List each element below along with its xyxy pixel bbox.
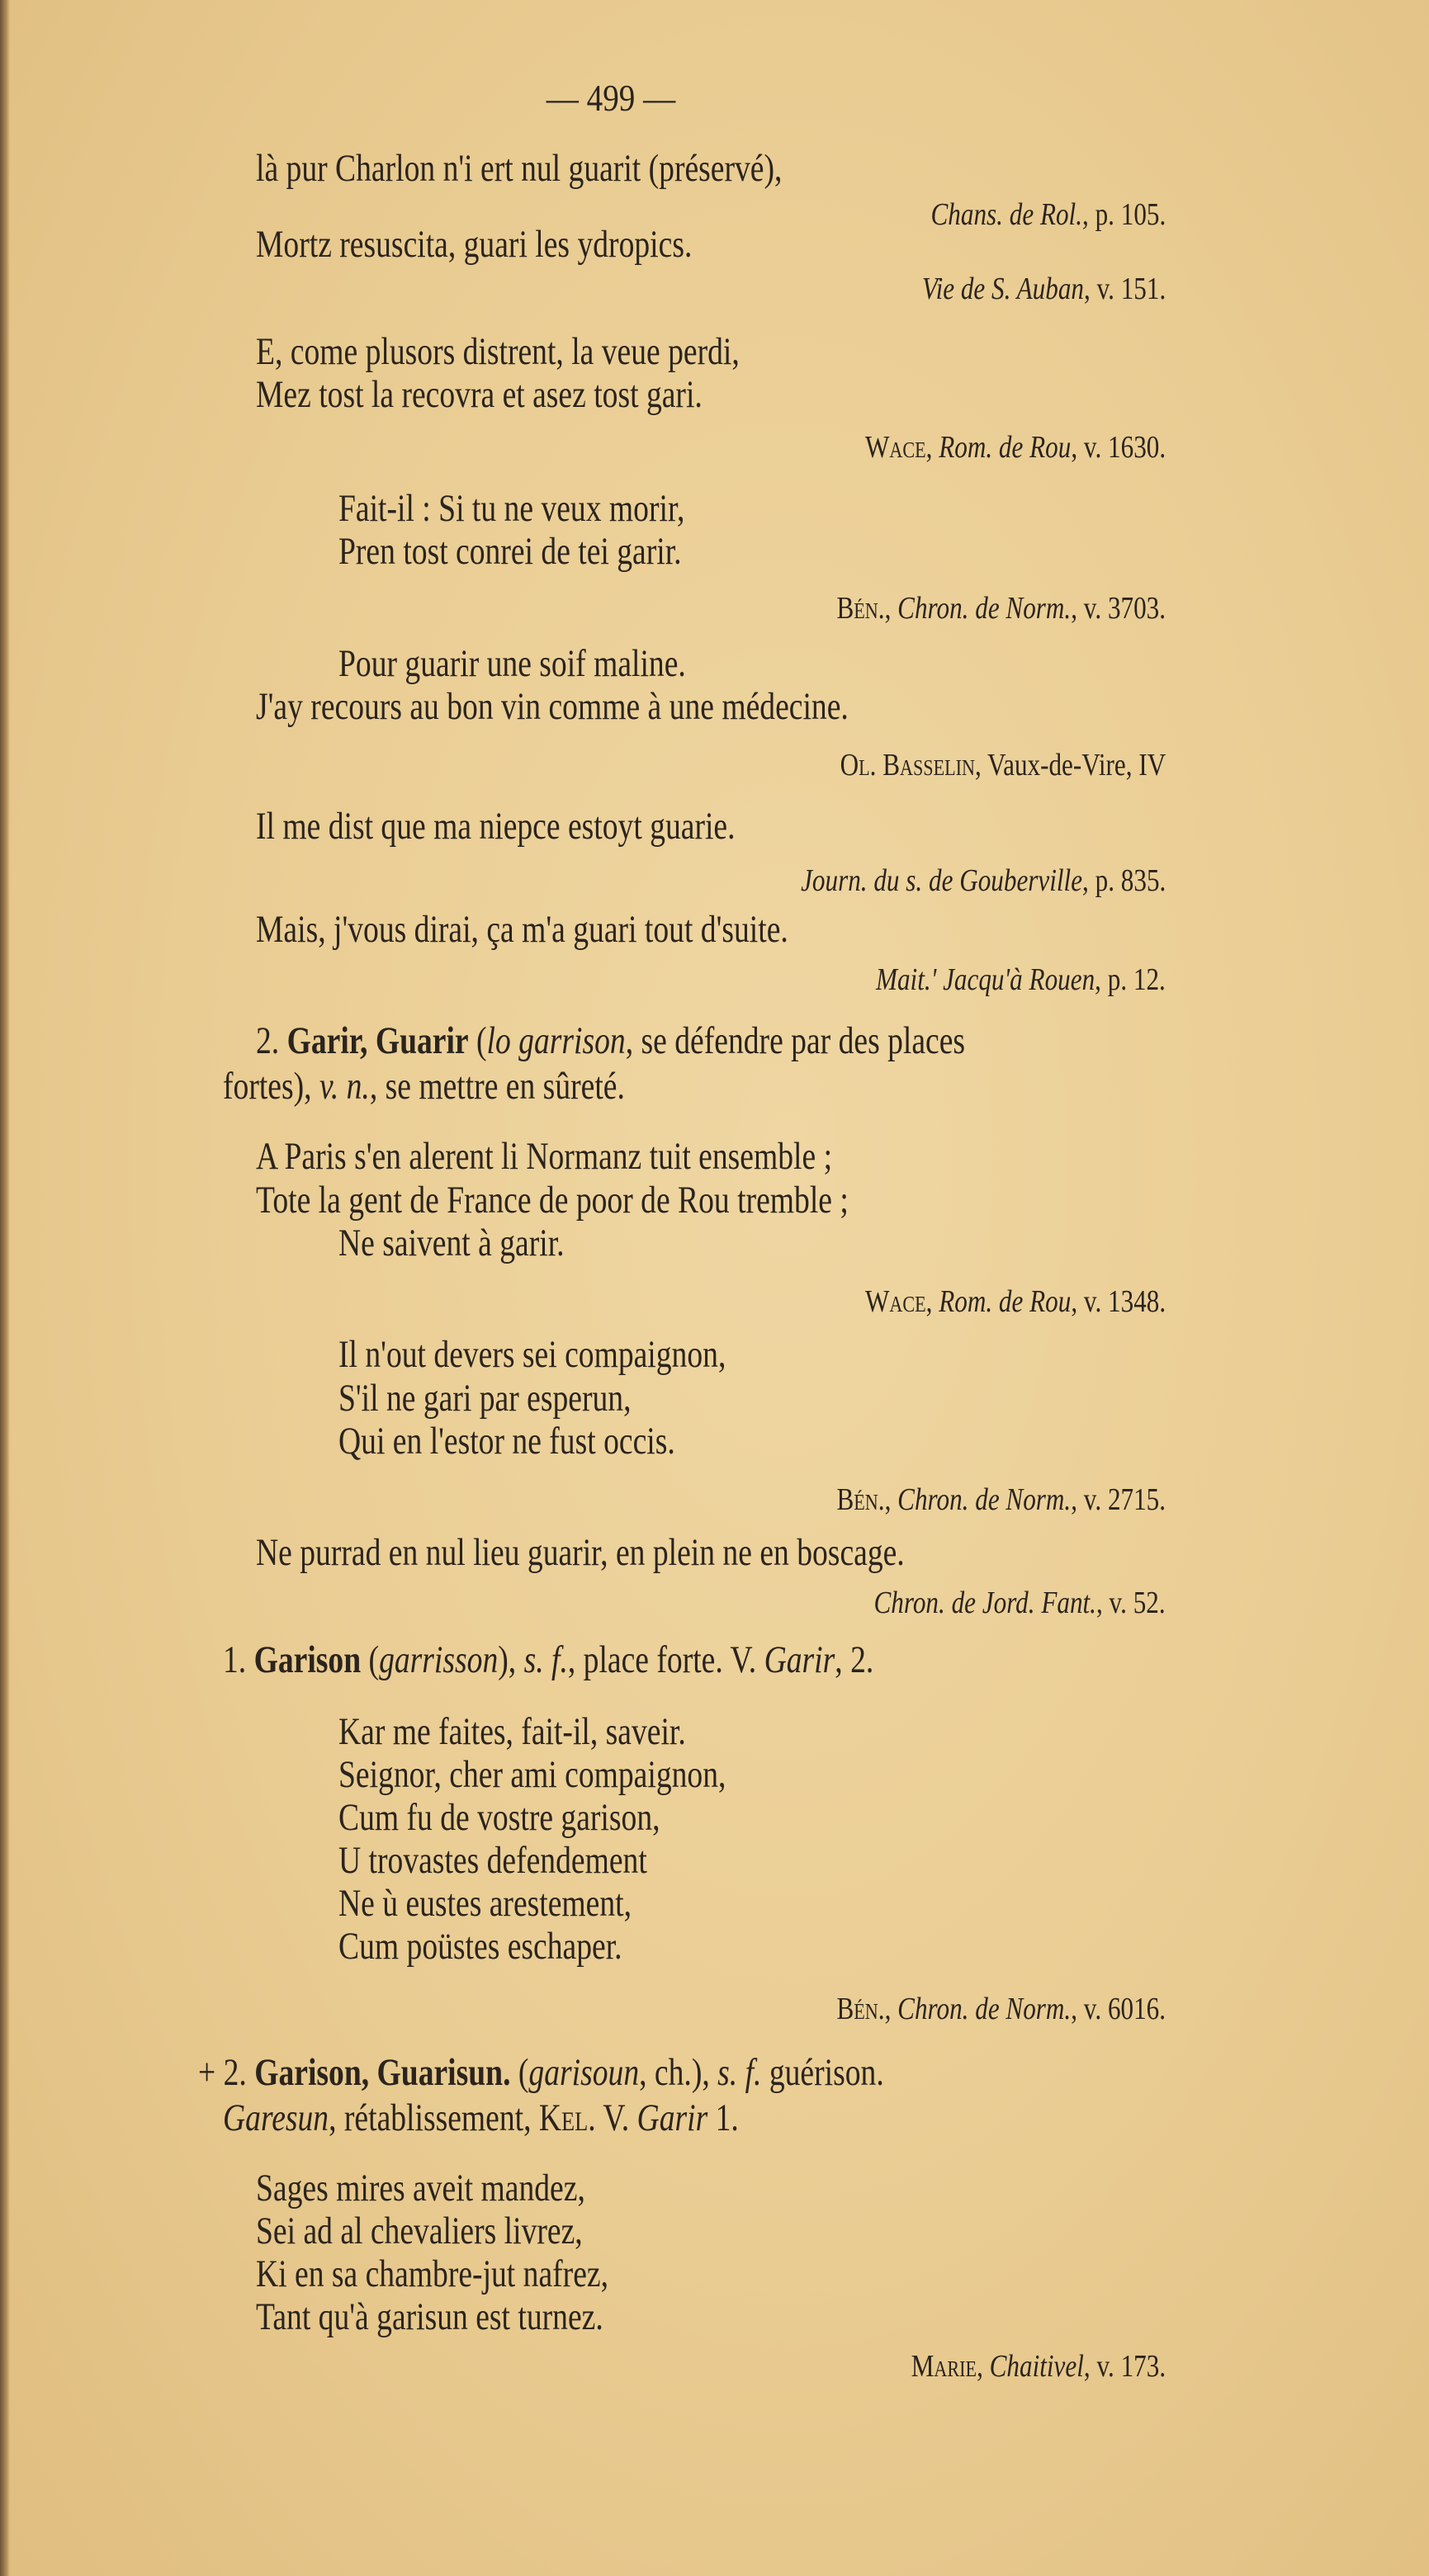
text-segment: Pour guarir une soif maline. — [338, 642, 686, 685]
text-segment: , se défendre par des places — [625, 1019, 966, 1062]
text-line — [338, 1710, 686, 1753]
text-segment: J'ay recours au bon vin comme à une médecine. — [256, 685, 849, 728]
text-segment: Cum fu de vostre garison, — [338, 1796, 660, 1839]
text-segment: Tant qu'à garisun est turnez. — [256, 2295, 603, 2338]
text-segment: , p. 105. — [1081, 197, 1166, 232]
text-line — [256, 2295, 603, 2338]
text-segment: Fait-il : Si tu ne veux morir, — [338, 487, 685, 530]
text-segment: Ki en sa chambre-jut nafrez, — [256, 2252, 608, 2295]
text-segment: Tote la gent de France de poor de Rou tremble ; — [256, 1179, 849, 1222]
text-line — [256, 1135, 832, 1178]
text-segment: guérison. — [761, 2051, 884, 2094]
text-segment: , — [925, 1284, 939, 1319]
citation-line — [836, 1991, 1166, 2027]
text-line — [338, 1753, 726, 1796]
italic-text: s. f. — [717, 2051, 762, 2094]
italic-text: Chans. de Rol. — [930, 197, 1082, 232]
text-line — [256, 373, 703, 416]
text-segment: E, come plusors distrent, la veue perdi, — [256, 330, 740, 373]
text-segment: là pur Charlon n'i ert nul guarit (préservé), — [256, 147, 783, 190]
text-line — [256, 908, 788, 951]
text-line — [223, 1638, 873, 1681]
text-segment: ( — [468, 1019, 487, 1062]
italic-text: Chron. de Norm. — [897, 1992, 1072, 2026]
text-segment: , — [976, 2349, 990, 2384]
text-segment: , v. 1630. — [1071, 430, 1166, 465]
text-segment: , v. 173. — [1083, 2349, 1166, 2384]
text-line — [338, 530, 682, 573]
text-segment: , se mettre en sûreté. — [369, 1065, 625, 1108]
text-line — [198, 2051, 884, 2094]
text-segment: , v. 6016. — [1071, 1992, 1166, 2026]
italic-text: Rom. de Rou — [939, 430, 1072, 465]
text-segment: A Paris s'en alerent li Normanz tuit ensemble ; — [256, 1135, 833, 1178]
text-line — [256, 147, 782, 190]
page-number: — 499 — — [546, 77, 676, 119]
text-line — [338, 1377, 631, 1420]
text-segment: Ne saivent à garir. — [338, 1222, 565, 1264]
text-line — [338, 487, 684, 530]
italic-text: garrisson — [379, 1638, 499, 1681]
text-line — [256, 1531, 905, 1574]
text-line — [256, 805, 736, 848]
page-binding-edge — [0, 0, 10, 2576]
italic-text: Garesun — [223, 2096, 329, 2139]
text-segment: , 2. — [835, 1638, 874, 1681]
text-segment: Mortz resuscita, guari les ydropics. — [256, 223, 693, 266]
text-segment: V. — [595, 2096, 637, 2139]
text-line — [256, 1019, 965, 1062]
text-segment: + 2. — [198, 2051, 255, 2094]
text-segment: Il me dist que ma niepce estoyt guarie. — [256, 805, 736, 848]
text-line — [223, 2096, 739, 2139]
text-segment: , — [884, 591, 898, 626]
headword: Garison — [253, 1638, 362, 1681]
text-line — [338, 642, 686, 685]
citation-line — [911, 2348, 1166, 2385]
text-segment: Sei ad al chevaliers livrez, — [256, 2210, 583, 2252]
text-segment: , v. 1348. — [1071, 1284, 1166, 1319]
text-segment: , rétablissement, — [329, 2096, 539, 2139]
text-line — [338, 1333, 726, 1376]
italic-text: lo garrison — [486, 1019, 626, 1062]
text-segment: , v. 151. — [1083, 272, 1166, 306]
italic-text: Chaitivel — [989, 2349, 1084, 2384]
italic-text: Chron. de Jord. Fant. — [873, 1586, 1097, 1620]
italic-text: garisoun — [528, 2051, 640, 2094]
text-segment: , Vaux-de-Vire, IV — [974, 748, 1166, 782]
text-line — [256, 685, 849, 728]
text-line — [338, 1925, 622, 1968]
text-segment: fortes), — [223, 1065, 319, 1108]
text-segment: U trovastes defendement — [338, 1839, 647, 1882]
text-segment: Ne ù eustes arestement, — [338, 1882, 632, 1925]
italic-text: Journ. du s. de Gouberville — [800, 863, 1082, 898]
italic-text: Rom. de Rou — [939, 1284, 1072, 1319]
text-segment: , p. 835. — [1081, 863, 1166, 898]
author-name: Bén. — [836, 1992, 885, 2026]
italic-text: s. f. — [523, 1638, 568, 1681]
text-segment: ( — [361, 1638, 380, 1681]
text-segment: 1. — [707, 2096, 739, 2139]
headword: Garison, Guarisun. — [254, 2051, 511, 2094]
citation-line — [801, 863, 1166, 899]
author-name: Bén. — [836, 1482, 885, 1517]
text-line — [338, 1796, 660, 1839]
citation-line — [840, 747, 1166, 783]
italic-text: Mait.' Jacqu'à Rouen — [876, 962, 1095, 997]
text-segment: 2. — [256, 1019, 287, 1062]
text-line — [338, 1420, 675, 1463]
text-line — [256, 2210, 583, 2252]
text-line — [338, 1222, 565, 1264]
author-name: Kel. — [538, 2096, 596, 2139]
citation-line — [865, 429, 1166, 466]
italic-text: Vie de S. Auban — [921, 272, 1084, 306]
author-name: Marie — [911, 2349, 977, 2384]
text-segment: Pren tost conrei de tei garir. — [338, 530, 682, 573]
text-segment: ( — [510, 2051, 529, 2094]
text-segment: Seignor, cher ami compaignon, — [338, 1753, 726, 1796]
text-line — [338, 1839, 647, 1882]
text-line — [256, 223, 692, 266]
italic-text: Garir — [764, 1638, 835, 1681]
citation-line — [876, 962, 1166, 998]
text-segment: Mez tost la recovra et asez tost gari. — [256, 373, 703, 416]
text-segment: , v. 3703. — [1071, 591, 1166, 626]
citation-line — [836, 1482, 1166, 1518]
citation-line — [922, 271, 1166, 307]
text-segment: ), — [498, 1638, 524, 1681]
italic-text: Chron. de Norm. — [897, 591, 1072, 626]
text-segment: 1. — [223, 1638, 254, 1681]
author-name: Bén. — [836, 591, 885, 626]
text-segment: , v. 52. — [1096, 1586, 1166, 1620]
author-name: Wace — [864, 1284, 926, 1319]
text-line — [223, 1065, 625, 1108]
text-line — [338, 1882, 632, 1925]
text-segment: Sages mires aveit mandez, — [256, 2167, 585, 2210]
text-segment: , — [925, 430, 939, 465]
headword: Garir, Guarir — [286, 1019, 469, 1062]
italic-text: Chron. de Norm. — [897, 1482, 1072, 1517]
text-segment: Il n'out devers sei compaignon, — [338, 1333, 726, 1376]
text-line — [256, 330, 740, 373]
author-name: Wace — [864, 430, 926, 465]
text-segment: , p. 12. — [1095, 962, 1166, 997]
citation-line — [865, 1283, 1166, 1320]
text-segment: Kar me faites, fait-il, saveir. — [338, 1710, 686, 1753]
text-segment: , ch.), — [639, 2051, 718, 2094]
text-segment: Mais, j'vous dirai, ça m'a guari tout d'suite. — [256, 908, 788, 951]
author-name: Ol. Basselin — [840, 748, 975, 782]
text-line — [256, 2252, 608, 2295]
text-segment: , — [884, 1992, 898, 2026]
italic-text: Garir — [636, 2096, 708, 2139]
text-segment: , v. 2715. — [1071, 1482, 1166, 1517]
text-segment: , place forte. V. — [567, 1638, 764, 1681]
text-segment: Qui en l'estor ne fust occis. — [338, 1420, 675, 1463]
citation-line — [930, 196, 1166, 233]
text-line — [256, 2167, 585, 2210]
text-segment: , — [884, 1482, 898, 1517]
text-segment: Ne purrad en nul lieu guarir, en plein ne en boscage. — [256, 1531, 905, 1574]
citation-line — [836, 590, 1166, 626]
text-line — [256, 1179, 849, 1222]
text-segment: S'il ne gari par esperun, — [338, 1377, 632, 1420]
text-segment: Cum poüstes eschaper. — [338, 1925, 622, 1968]
italic-text: v. n. — [319, 1065, 370, 1108]
citation-line — [874, 1585, 1166, 1621]
